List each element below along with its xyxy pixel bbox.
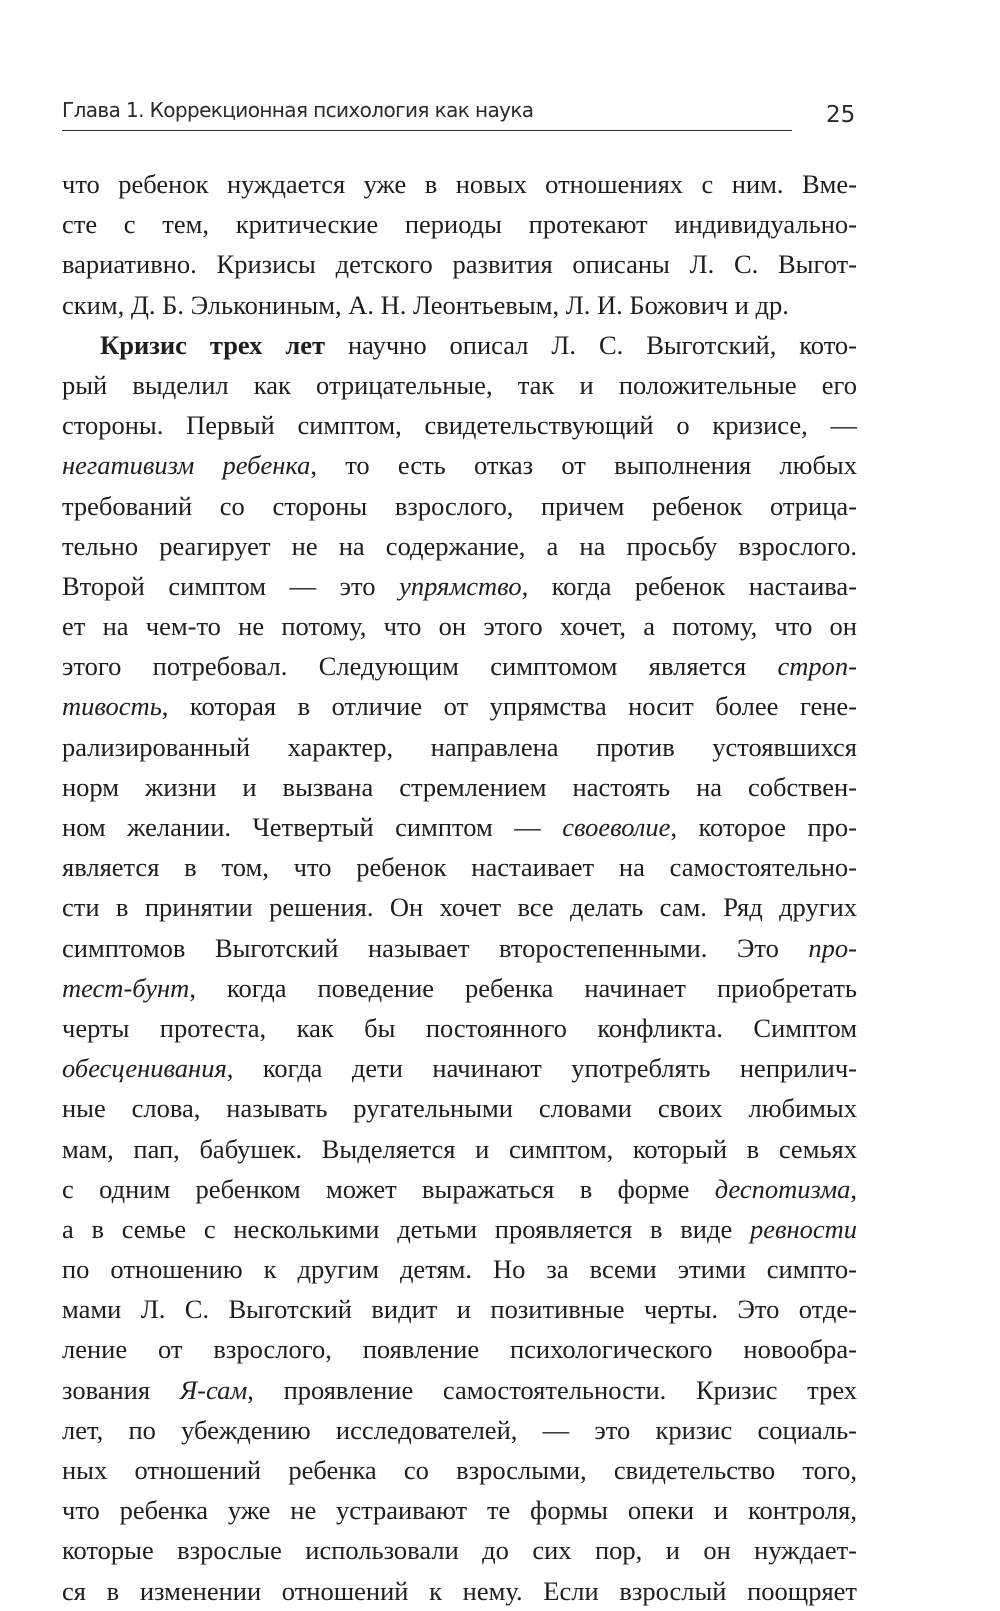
text-line: обесценивания, когда дети начинают употреблять неприлич- xyxy=(62,1053,857,1084)
text-line: норм жизни и вызвана стремлением настоять на собствен- xyxy=(62,771,857,802)
text-line: требований со стороны взрослого, причем ребенок отрица- xyxy=(62,490,857,521)
text-line: что ребенка уже не устраивают те формы опеки и контроля, xyxy=(62,1495,857,1526)
text-line: ных отношений ребенка со взрослыми, свидетельство того, xyxy=(62,1455,857,1485)
italic-term: про- xyxy=(808,932,857,963)
text-line: с одним ребенком может выражаться в форме деспотизма, xyxy=(62,1173,857,1204)
italic-term: упрямство xyxy=(399,570,522,601)
text-line: тивость, которая в отличие от упрямства носит более гене- xyxy=(62,691,857,722)
chapter-title: Глава 1. Коррекционная психология как наука xyxy=(62,98,534,122)
text-line: ном желании. Четвертый симптом — своеволие, которое про- xyxy=(62,812,857,842)
italic-term: тивость xyxy=(62,691,162,722)
text-line: рый выделил как отрицательные, так и положительные его xyxy=(62,369,857,400)
text-line: вариативно. Кризисы детского развития описаны Л. С. Выгот- xyxy=(62,249,857,280)
text-line: этого потребовал. Следующим симптомом является строп- xyxy=(62,651,857,682)
text-line: ет на чем-то не потому, что он этого хочет, а потому, что он xyxy=(62,611,857,642)
body-text xyxy=(62,164,857,1611)
text-line: что ребенок нуждается уже в новых отношениях с ним. Вме- xyxy=(62,169,857,199)
text-line: тест-бунт, когда поведение ребенка начинает приобретать xyxy=(62,972,857,1003)
text-line: зования Я-сам, проявление самостоятельности. Кризис трех xyxy=(62,1374,857,1405)
italic-term: Я-сам xyxy=(179,1374,248,1405)
text-line: мам, пап, бабушек. Выделяется и симптом, который в семьях xyxy=(62,1133,857,1164)
text-line: мами Л. С. Выготский видит и позитивные черты. Это отде- xyxy=(62,1294,857,1325)
text-line: сте с тем, критические периоды протекают индивидуально- xyxy=(62,209,857,240)
text-line: по отношению к другим детям. Но за всеми этими симпто- xyxy=(62,1254,857,1285)
text-line: лет, по убеждению исследователей, — это кризис социаль- xyxy=(62,1414,857,1445)
text-line: черты протеста, как бы постоянного конфликта. Симптом xyxy=(62,1012,857,1043)
running-head xyxy=(62,96,792,131)
text-line: тельно реагирует не на содержание, а на просьбу взрослого. xyxy=(62,530,857,561)
italic-term: негативизм ребенка xyxy=(62,450,311,481)
text-line: Кризис трех лет научно описал Л. С. Выготский, кото- xyxy=(100,329,858,360)
text-line: сти в принятии решения. Он хочет все делать сам. Ряд других xyxy=(62,892,857,923)
text-line: стороны. Первый симптом, свидетельствующий о кризисе, — xyxy=(62,410,857,441)
italic-term: обесценивания xyxy=(62,1053,227,1084)
text-line: ским, Д. Б. Элькониным, А. Н. Леонтьевым, Л. И. Божович и др. xyxy=(62,289,789,320)
italic-term: своеволие xyxy=(562,812,671,842)
text-line: симптомов Выготский называет второстепенными. Это про- xyxy=(62,932,857,963)
text-line: ные слова, называть ругательными словами своих любимых xyxy=(62,1093,857,1124)
italic-term: строп- xyxy=(777,651,857,682)
text-line: ся в изменении отношений к нему. Если взрослый поощряет xyxy=(62,1575,857,1606)
text-line: ление от взрослого, появление психологического новообра- xyxy=(62,1334,857,1365)
italic-term: деспотизма xyxy=(714,1173,851,1204)
text-line: негативизм ребенка, то есть отказ от выполнения любых xyxy=(62,450,857,481)
text-line: рализированный характер, направлена против устоявшихся xyxy=(62,731,857,762)
text-line: Второй симптом — это упрямство, когда ребенок настаива- xyxy=(62,570,858,601)
page-number: 25 xyxy=(826,102,856,128)
text-line: которые взрослые использовали до сих пор, и он нуждает- xyxy=(62,1535,857,1566)
text-line: является в том, что ребенок настаивает на самостоятельно- xyxy=(62,852,857,883)
bold-term: Кризис трех лет xyxy=(100,329,326,360)
italic-term: ревности xyxy=(749,1213,857,1244)
italic-term: тест-бунт xyxy=(62,972,190,1003)
text-line: а в семье с несколькими детьми проявляется в виде ревности xyxy=(62,1213,857,1244)
